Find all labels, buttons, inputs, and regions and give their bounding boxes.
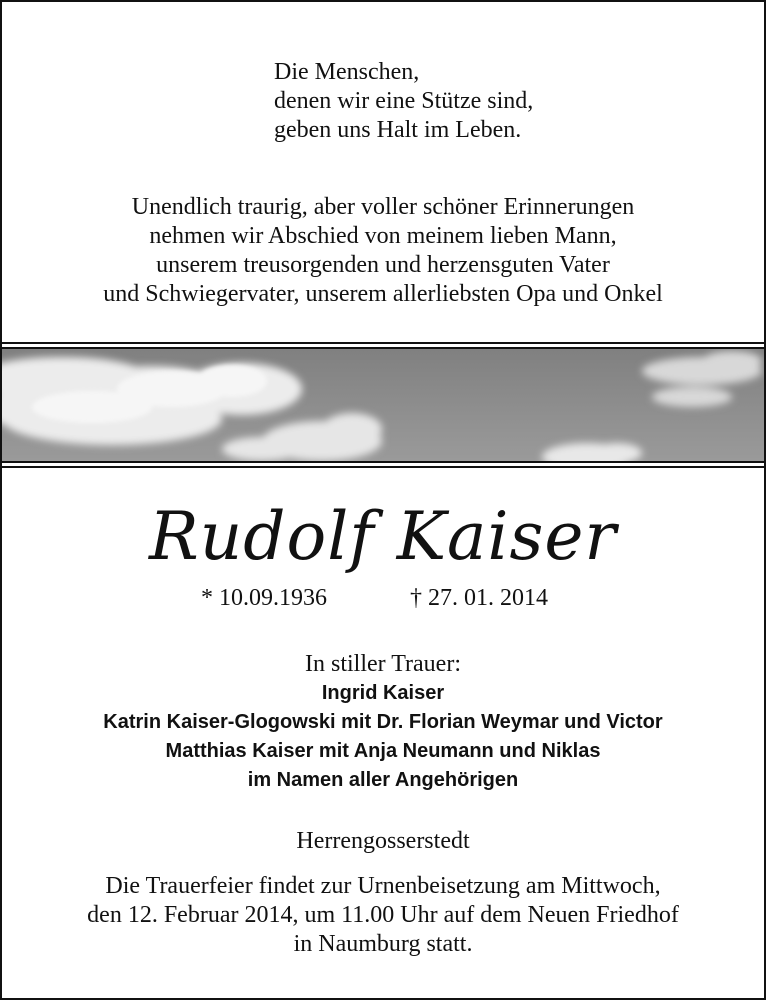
farewell-line: Unendlich traurig, aber voller schöner Erinnerungen bbox=[131, 194, 635, 220]
service-line: den 12. Februar 2014, um 11.00 Uhr auf dem Neuen Friedhof bbox=[87, 902, 679, 928]
farewell-line: unserem treusorgenden und herzensguten Vater bbox=[156, 252, 610, 278]
mourners-block bbox=[0, 650, 766, 795]
residence-place: Herrengosserstedt bbox=[296, 828, 470, 854]
poem-line: geben uns Halt im Leben. bbox=[274, 117, 522, 143]
band-bottom-rule-outer bbox=[2, 466, 764, 468]
mourner-name: im Namen aller Angehörigen bbox=[247, 769, 519, 791]
birth-date: * 10.09.1936 bbox=[201, 585, 327, 611]
mourner-name: Matthias Kaiser mit Anja Neumann und Niklas bbox=[165, 740, 601, 762]
mourner-name: Katrin Kaiser-Glogowski mit Dr. Florian Weymar und Victor bbox=[103, 711, 663, 733]
poem-line: denen wir eine Stütze sind, bbox=[274, 88, 534, 114]
mourner-name: Ingrid Kaiser bbox=[321, 682, 445, 704]
poem-verse bbox=[274, 58, 533, 145]
service-line: Die Trauerfeier findet zur Urnenbeisetzung am Mittwoch, bbox=[105, 873, 661, 899]
farewell-line: nehmen wir Abschied von meinem lieben Mann, bbox=[149, 223, 617, 249]
service-line: in Naumburg statt. bbox=[293, 931, 473, 957]
funeral-service-info bbox=[0, 872, 766, 959]
sky-clouds-image bbox=[2, 349, 764, 461]
death-date: † 27. 01. 2014 bbox=[410, 585, 548, 611]
farewell-line: und Schwiegervater, unserem allerliebsten Opa und Onkel bbox=[103, 281, 663, 307]
mourners-heading: In stiller Trauer: bbox=[305, 651, 461, 677]
band-top-rule-outer bbox=[2, 342, 764, 344]
band-bottom-rule-inner bbox=[2, 461, 764, 463]
deceased-name: Rudolf Kaiser bbox=[149, 498, 617, 575]
farewell-text bbox=[0, 193, 766, 309]
poem-line: Die Menschen, bbox=[274, 59, 420, 85]
